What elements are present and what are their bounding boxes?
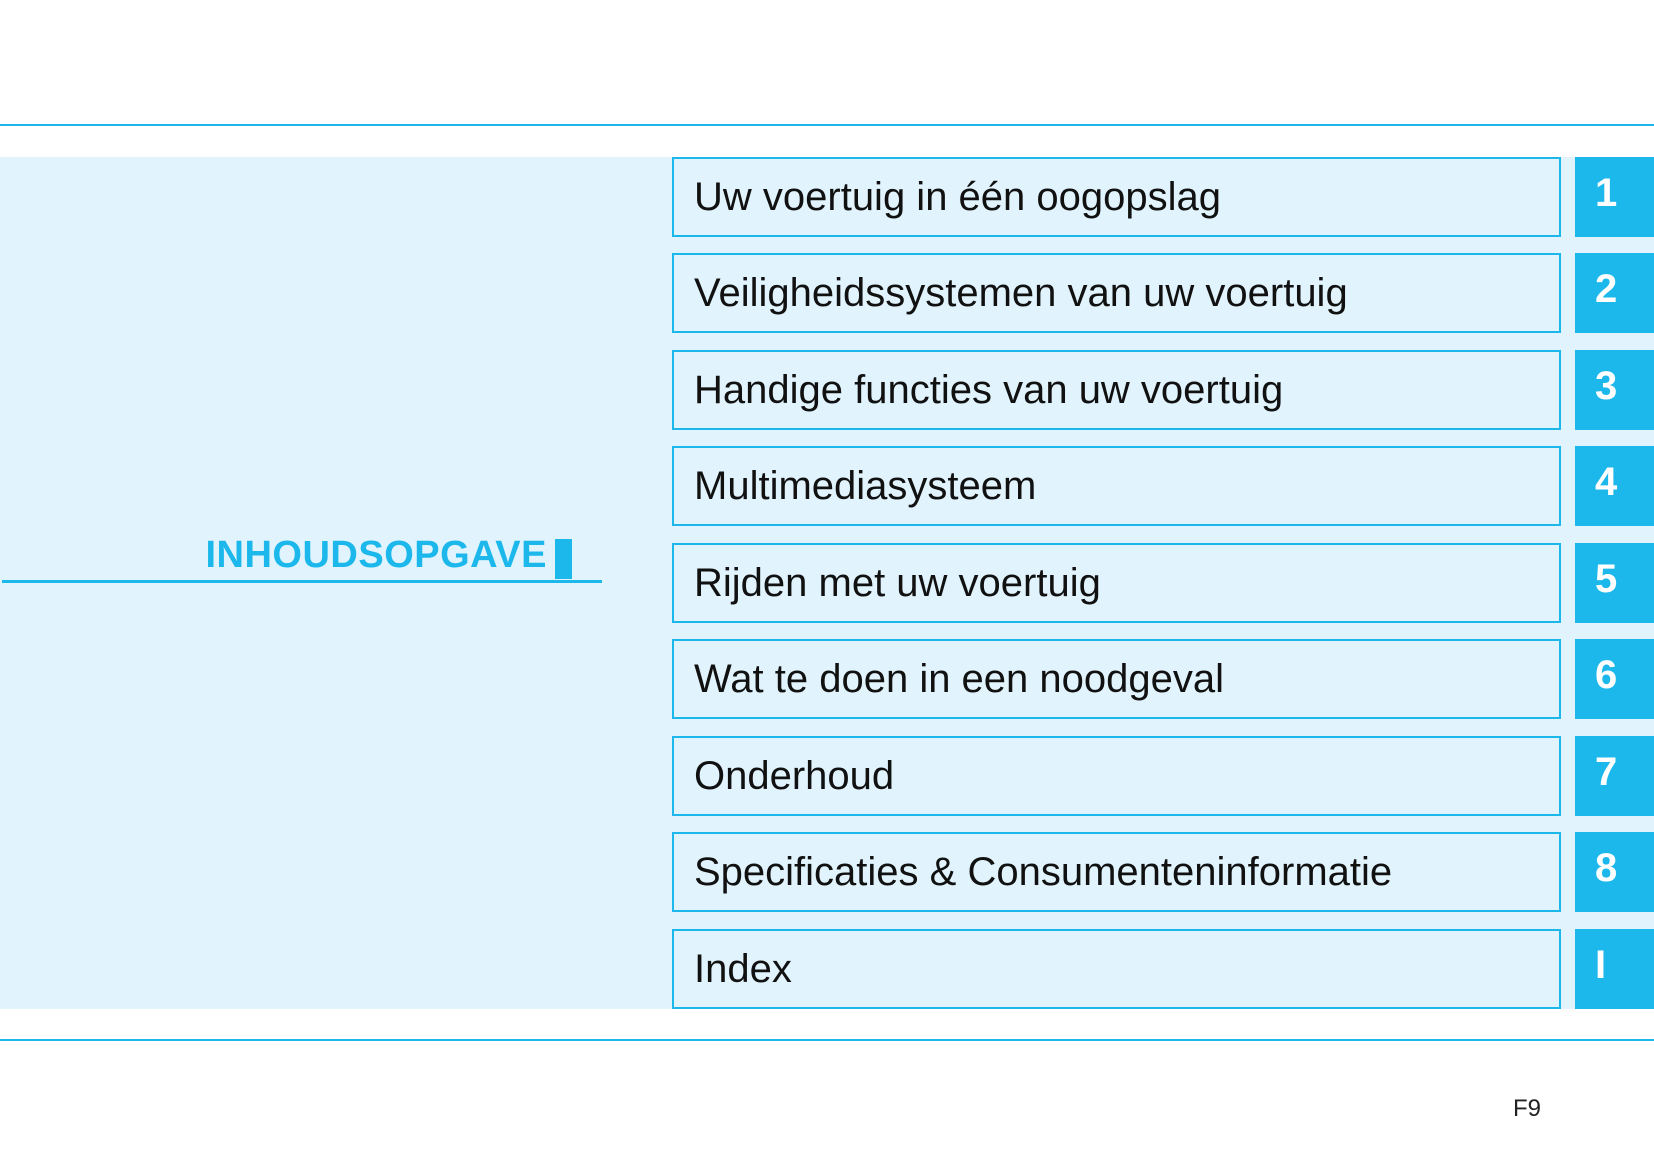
table-of-contents <box>672 157 1654 1009</box>
chapter-tab-1[interactable] <box>1575 157 1654 237</box>
chapter-tab-3[interactable] <box>1575 350 1654 430</box>
toc-entry-3[interactable] <box>672 350 1654 430</box>
toc-entry-box[interactable] <box>672 543 1561 623</box>
toc-entry-2[interactable] <box>672 253 1654 333</box>
page-number: F9 <box>1513 1095 1542 1122</box>
chapter-tab-number: 4 <box>1595 460 1618 504</box>
toc-entry-box[interactable] <box>672 157 1561 237</box>
toc-entry-label: Index <box>694 947 792 991</box>
chapter-tab-4[interactable] <box>1575 446 1654 526</box>
toc-entry-label: Handige functies van uw voertuig <box>694 368 1284 412</box>
chapter-tab-number: 3 <box>1595 364 1618 408</box>
toc-entry-index[interactable] <box>672 929 1654 1009</box>
bottom-rule <box>0 1039 1654 1041</box>
toc-entry-label: Specificaties & Consumenteninformatie <box>694 850 1393 894</box>
toc-entry-label: Uw voertuig in één oogopslag <box>694 175 1222 219</box>
chapter-tab-number: 8 <box>1595 846 1618 890</box>
heading-underline <box>2 580 602 583</box>
chapter-tab-6[interactable] <box>1575 639 1654 719</box>
chapter-tab-number: 1 <box>1595 171 1618 215</box>
chapter-tab-8[interactable] <box>1575 832 1654 912</box>
toc-entry-box[interactable] <box>672 832 1561 912</box>
chapter-tab-number: 7 <box>1595 750 1618 794</box>
toc-entry-label: Multimediasysteem <box>694 464 1037 508</box>
chapter-tab-7[interactable] <box>1575 736 1654 816</box>
toc-entry-label: Onderhoud <box>694 754 895 798</box>
toc-entry-4[interactable] <box>672 446 1654 526</box>
toc-entry-box[interactable] <box>672 253 1561 333</box>
top-rule <box>0 124 1654 126</box>
chapter-tab-index[interactable] <box>1575 929 1654 1009</box>
toc-entry-label: Veiligheidssystemen van uw voertuig <box>694 271 1348 315</box>
chapter-tab-number: 5 <box>1595 557 1618 601</box>
toc-entry-label: Wat te doen in een noodgeval <box>694 657 1225 701</box>
toc-entry-box[interactable] <box>672 929 1561 1009</box>
heading-marker <box>555 539 572 579</box>
toc-entry-box[interactable] <box>672 350 1561 430</box>
contents-title: INHOUDSOPGAVE <box>205 534 547 576</box>
toc-entry-1[interactable] <box>672 157 1654 237</box>
toc-entry-8[interactable] <box>672 832 1654 912</box>
toc-entry-box[interactable] <box>672 639 1561 719</box>
chapter-tab-number: 6 <box>1595 653 1618 697</box>
toc-entry-box[interactable] <box>672 446 1561 526</box>
toc-entry-box[interactable] <box>672 736 1561 816</box>
toc-entry-6[interactable] <box>672 639 1654 719</box>
toc-entry-label: Rijden met uw voertuig <box>694 561 1101 605</box>
toc-entry-5[interactable] <box>672 543 1654 623</box>
chapter-tab-number: 2 <box>1595 267 1618 311</box>
chapter-tab-number: I <box>1595 943 1607 987</box>
chapter-tab-2[interactable] <box>1575 253 1654 333</box>
contents-heading <box>205 530 572 580</box>
toc-entry-7[interactable] <box>672 736 1654 816</box>
chapter-tab-5[interactable] <box>1575 543 1654 623</box>
